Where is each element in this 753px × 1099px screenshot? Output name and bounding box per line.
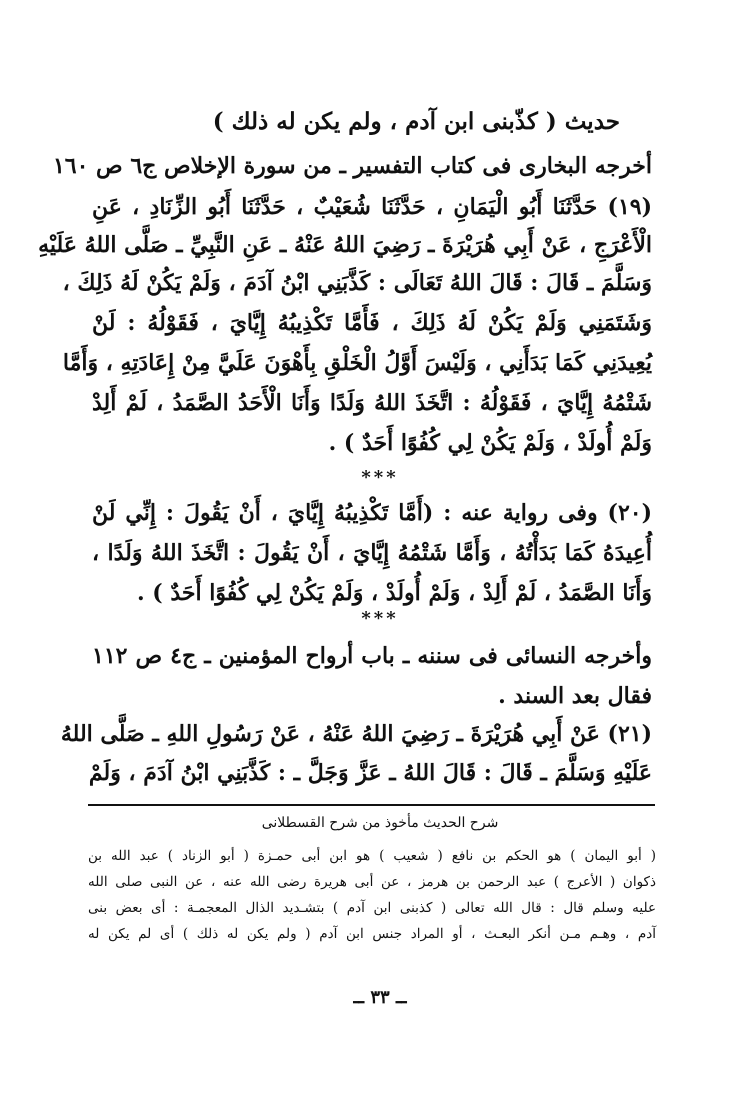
source-line: أخرجه البخارى فى كتاب التفسير ـ من سورة الإخلاص ج٦ ص ١٦٠: [52, 153, 652, 179]
hadith-title: حديث ( كذّبنى ابن آدم ، ولم يكن له ذلك ): [212, 108, 620, 135]
hadith-text-line: (٢١) عَنْ أَبِي هُرَيْرَةَ ـ رَضِيَ اللهُ عَنْهُ ، عَنْ رَسُولِ اللهِ ـ صَلَّى اللهُ: [60, 721, 652, 747]
source-line: فقال بعد السند .: [498, 683, 652, 709]
hadith-text-line: الْأَعْرَجِ ، عَنْ أَبِي هُرَيْرَةَ ـ رَضِيَ اللهُ عَنْهُ ـ عَنِ النَّبِيِّ ـ صَلَّى اللهُ عَلَيْهِ: [38, 232, 652, 258]
hadith-text-line: وَلَمْ أُولَدْ ، وَلَمْ يَكُنْ لِي كُفُوًا أَحَدٌ ) .: [328, 430, 652, 456]
hadith-text-line: وَأَنَا الصَّمَدُ ، لَمْ أَلِدْ ، وَلَمْ أُولَدْ ، وَلَمْ يَكُنْ لِي كُفُوًا أَحَدٌ ) .: [136, 580, 652, 606]
hadith-text-line: وَشَتَمَنِي وَلَمْ يَكُنْ لَهُ ذَلِكَ ، فَأَمَّا تَكْذِيبُهُ إِيَّايَ ، فَقَوْلُهُ : لَنْ: [92, 310, 652, 336]
hadith-text-line: شَتْمُهُ إِيَّايَ ، فَقَوْلُهُ : اتَّخَذَ اللهُ وَلَدًا وَأَنَا الْأَحَدُ الصَّمَدُ ، لَمْ أَلِدْ: [92, 390, 652, 416]
hadith-text-line: وَسَلَّمَ ـ قَالَ : قَالَ اللهُ تَعَالَى : كَذَّبَنِي ابْنُ آدَمَ ، وَلَمْ يَكُنْ لَهُ ذَلِكَ ،: [62, 270, 652, 296]
hadith-text-line: عَلَيْهِ وَسَلَّمَ ـ قَالَ : قَالَ اللهُ ـ عَزَّ وَجَلَّ ـ : كَذَّبَنِي ابْنُ آدَمَ ، وَلَمْ: [88, 760, 652, 786]
commentary-line: آدم ، وهـم مـن أنكر البعـث ، أو المراد جنس ابن آدم ( ولم يكن له ذلك ) أى لم يكن له: [88, 926, 656, 942]
commentary-line: عليه وسلم قال : قال الله تعالى ( كذبنى ابن آدم ) بتشـديد الذال المعجمـة : أى بعض بنى: [88, 900, 656, 916]
commentary-line: ( أبو اليمان ) هو الحكم بن نافع ( شعيب ) هو ابن أبى حمـزة ( أبو الزناد ) عبد الله بن: [88, 848, 656, 864]
hadith-text-line: (٢٠) وفى رواية عنه : (أَمَّا تَكْذِيبُهُ إِيَّايَ ، أَنْ يَقُولَ : إِنِّي لَنْ: [92, 500, 652, 526]
section-separator: ***: [361, 467, 399, 488]
source-line: وأخرجه النسائى فى سننه ـ باب أرواح المؤمنين ـ ج٤ ص ١١٢: [92, 643, 652, 669]
commentary-line: ذكوان ( الأعرج ) عبد الرحمن بن هرمز ، عن أبى هريرة رضى الله عنه ، عن النبى صلى الله: [88, 874, 656, 890]
footnote-divider: [88, 804, 655, 806]
hadith-text-line: أُعِيدَهُ كَمَا بَدَأْتُهُ ، وَأَمَّا شَتْمُهُ إِيَّايَ ، أَنْ يَقُولَ : اتَّخَذَ اللهُ وَلَدًا ،: [92, 540, 652, 566]
commentary-title: شرح الحديث مأخوذ من شرح القسطلانى: [261, 815, 499, 831]
section-separator: ***: [361, 608, 399, 629]
hadith-text-line: يُعِيدَنِي كَمَا بَدَأَنِي ، وَلَيْسَ أَوَّلُ الْخَلْقِ بِأَهْوَنَ عَلَيَّ مِنْ إِعَادَتِهِ ، وَأَمَّا: [62, 350, 652, 376]
page-number: ــ ٣٣ ــ: [353, 987, 407, 1008]
hadith-text-line: (١٩) حَدَّثَنَا أَبُو الْيَمَانِ ، حَدَّثَنَا شُعَيْبٌ ، حَدَّثَنَا أَبُو الزِّنَادِ ، عَنِ: [92, 194, 652, 220]
